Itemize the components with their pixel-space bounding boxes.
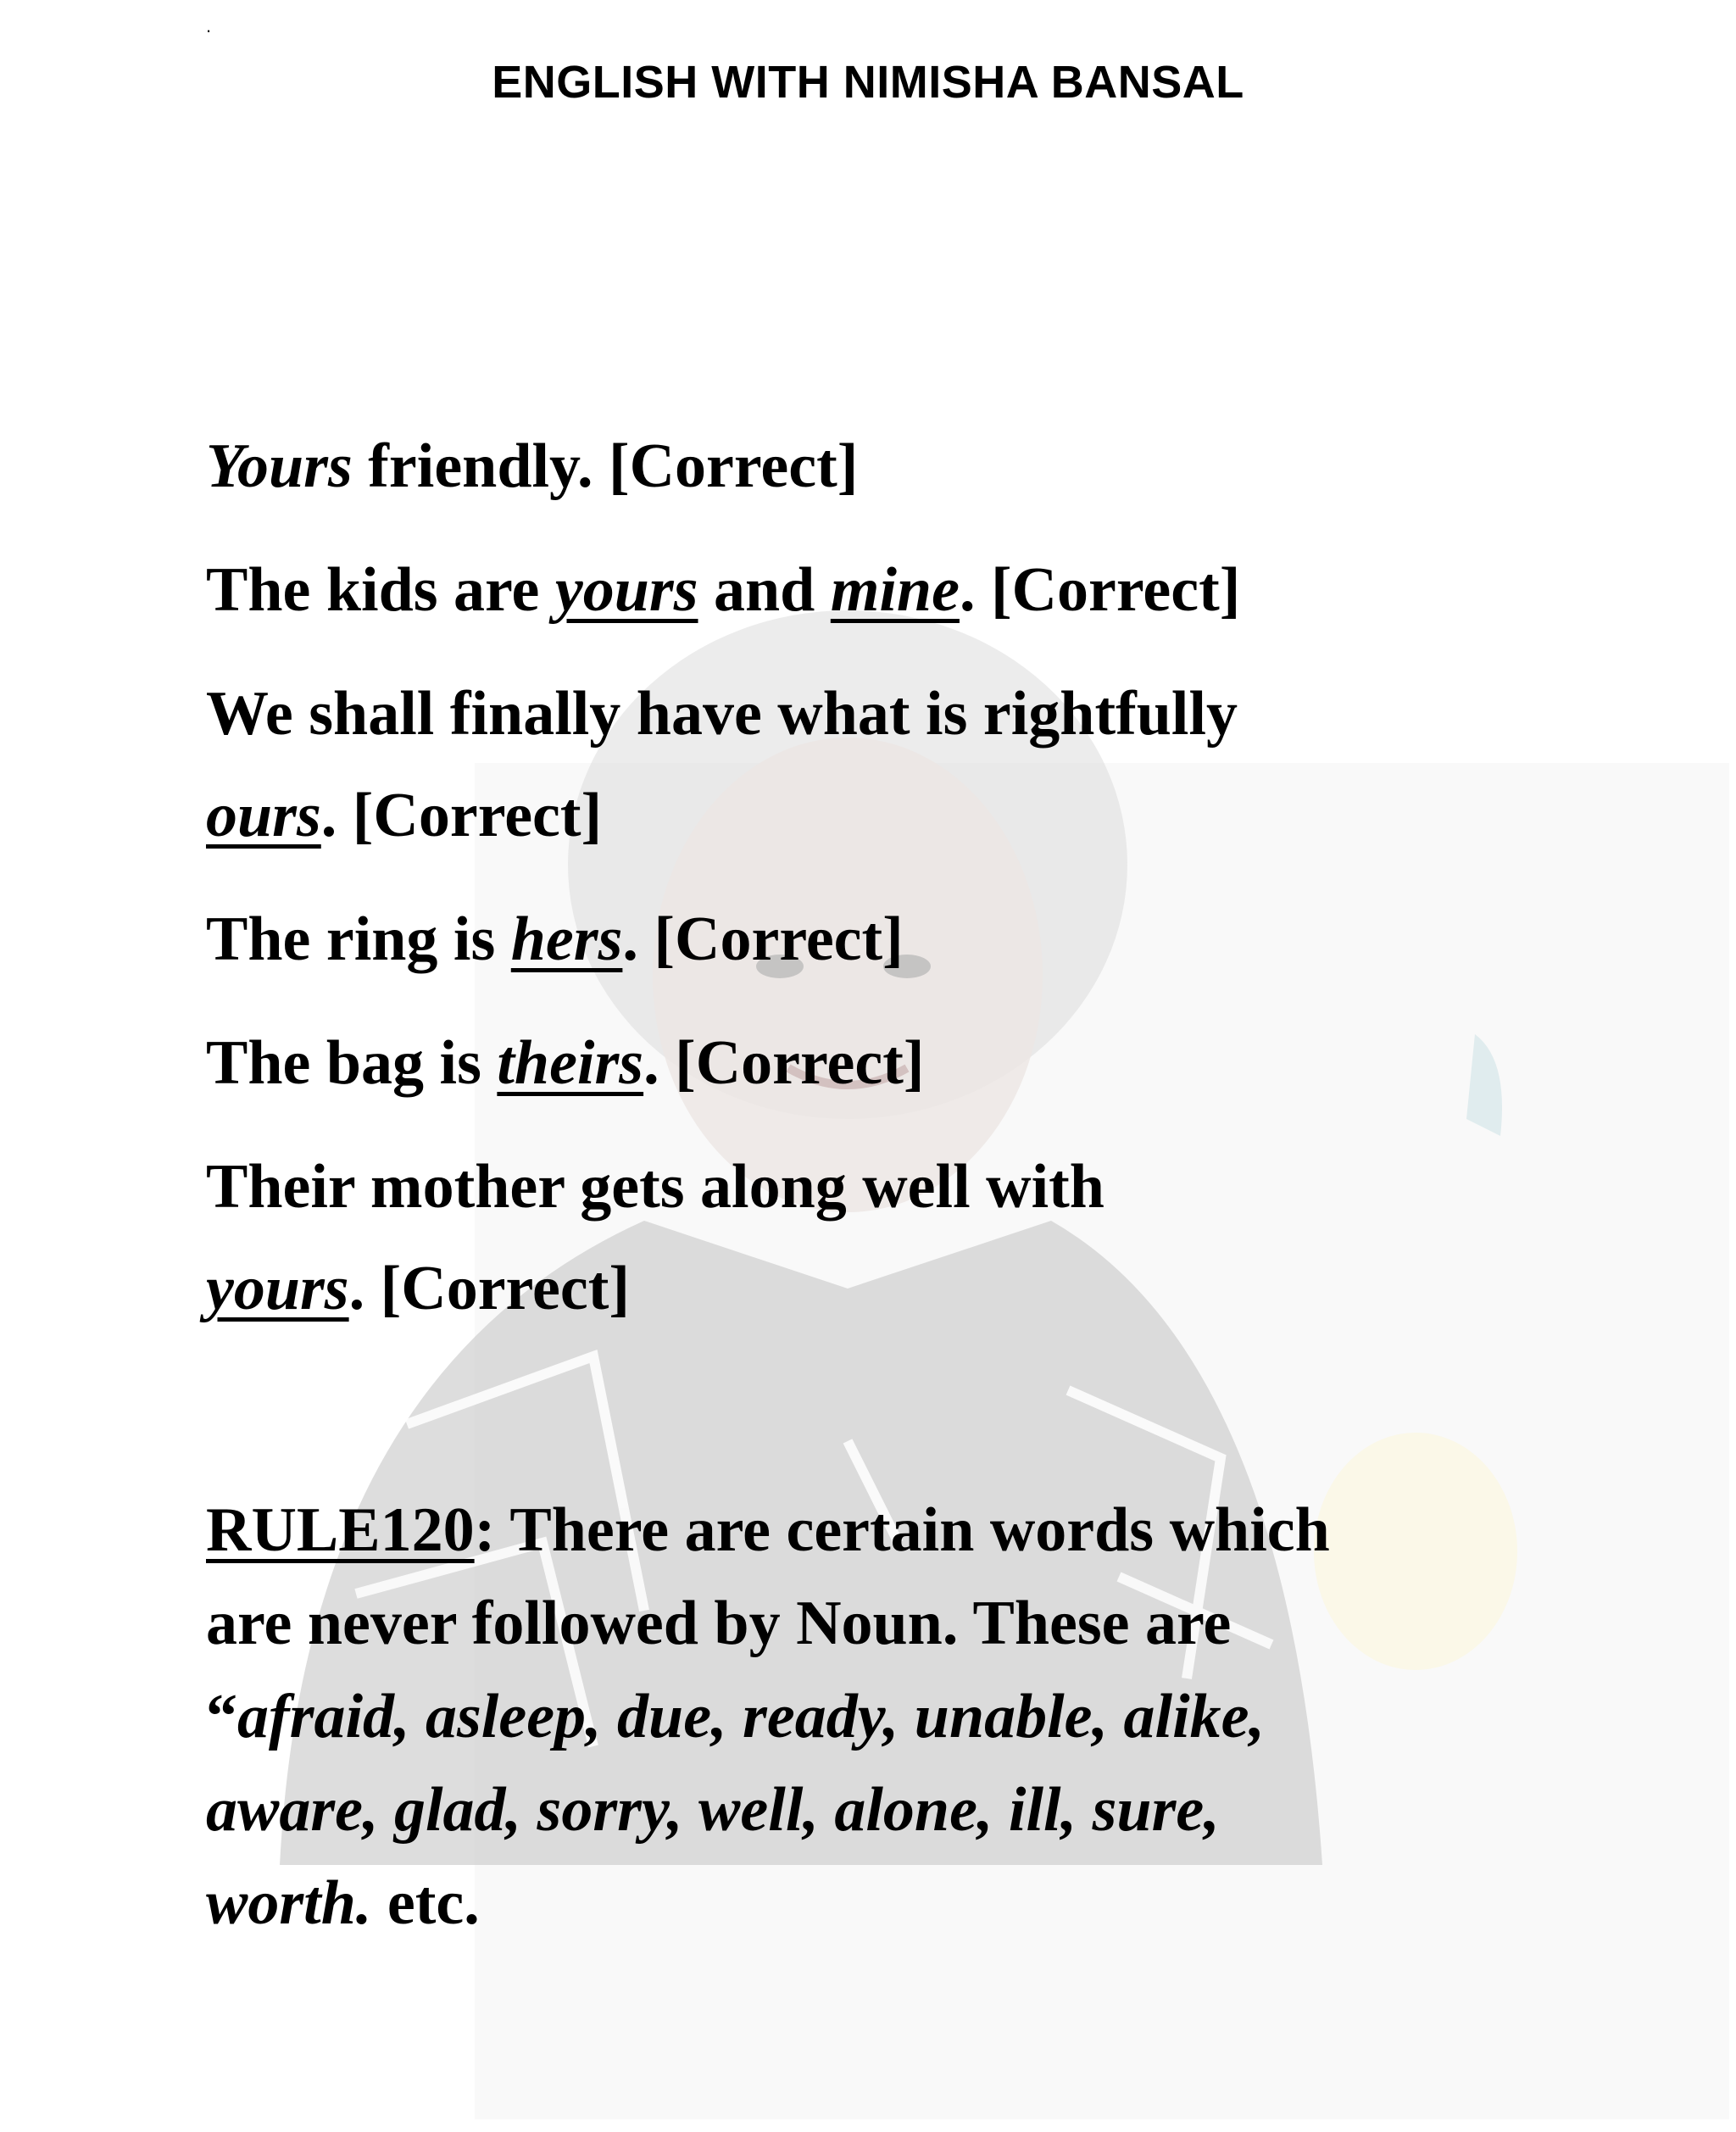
example-sentence	[206, 539, 1579, 641]
text-segment: Their mother gets along well with	[206, 1152, 1104, 1222]
rule-line	[206, 1856, 1579, 1950]
text-segment: . [Correct]	[959, 555, 1241, 625]
text-segment: friendly. [Correct]	[352, 431, 859, 501]
document-body	[206, 415, 1579, 1950]
example-sentence	[206, 888, 1579, 990]
emphasized-word: yours	[554, 555, 698, 625]
example-sentence	[206, 663, 1579, 866]
emphasized-word: yours	[206, 1254, 349, 1323]
text-segment: The bag is	[206, 1028, 498, 1098]
text-segment: . [Correct]	[320, 781, 603, 850]
rule-line	[206, 1577, 1579, 1670]
text-segment: etc.	[371, 1868, 480, 1938]
sentence-line	[206, 415, 1579, 517]
sentence-line	[206, 888, 1579, 990]
example-sentence	[206, 1136, 1579, 1339]
text-segment: Yours	[206, 431, 353, 501]
corner-dot: .	[206, 15, 212, 36]
text-segment: afraid, asleep, due, ready, unable, alike,	[237, 1682, 1265, 1751]
text-segment: . [Correct]	[622, 905, 904, 974]
text-segment: worth.	[206, 1868, 372, 1938]
text-segment: The ring is	[206, 905, 511, 974]
sentence-line	[206, 539, 1579, 641]
text-segment: . [Correct]	[348, 1254, 631, 1323]
sentence-line	[206, 1238, 1579, 1339]
page-header: ENGLISH WITH NIMISHA BANSAL	[492, 57, 1244, 108]
rule-line	[206, 1670, 1579, 1763]
sentence-line	[206, 1136, 1579, 1238]
text-segment: and	[698, 555, 831, 625]
text-segment: The kids are	[206, 555, 555, 625]
text-segment: aware, glad, sorry, well, alone, ill, sure,	[206, 1775, 1220, 1845]
emphasized-word: RULE120	[206, 1495, 475, 1565]
examples-section	[206, 415, 1579, 1339]
example-sentence	[206, 1012, 1579, 1114]
text-segment: “	[206, 1682, 237, 1751]
sentence-line	[206, 663, 1579, 765]
example-sentence	[206, 415, 1579, 517]
rule-120-paragraph	[206, 1483, 1579, 1950]
text-segment: : There are certain words which	[474, 1495, 1330, 1565]
rule-line	[206, 1763, 1579, 1856]
text-segment: We shall finally have what is rightfully	[206, 679, 1238, 749]
emphasized-word: ours	[206, 781, 321, 850]
text-segment: . [Correct]	[643, 1028, 925, 1098]
emphasized-word: hers	[510, 905, 623, 974]
text-segment: are never followed by Noun. These are	[206, 1589, 1232, 1658]
sentence-line	[206, 765, 1579, 866]
emphasized-word: theirs	[497, 1028, 644, 1098]
rule-line	[206, 1483, 1579, 1577]
emphasized-word: mine	[830, 555, 960, 625]
sentence-line	[206, 1012, 1579, 1114]
